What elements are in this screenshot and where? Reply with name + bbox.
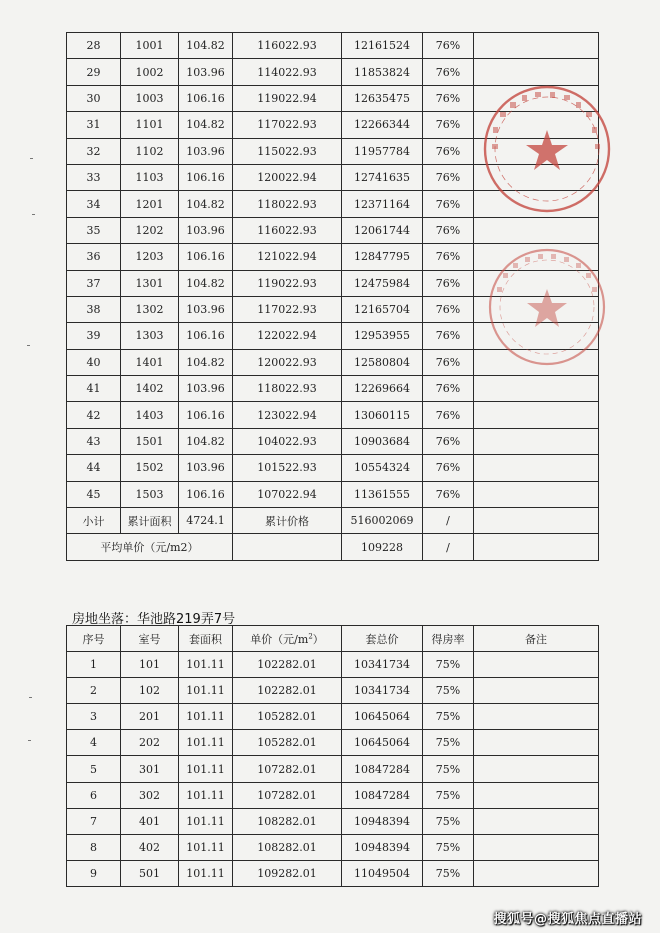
total-price-cell: 10341734 bbox=[342, 678, 423, 704]
total-price-cell: 12165704 bbox=[342, 296, 423, 322]
col-header-unit-price bbox=[233, 626, 342, 652]
area-cell: 101.11 bbox=[179, 834, 233, 860]
total-price-cell: 13060115 bbox=[342, 402, 423, 428]
notes-cell bbox=[474, 428, 599, 454]
unit-price-cell: 119022.94 bbox=[233, 85, 342, 111]
unit-price-cell: 123022.94 bbox=[233, 402, 342, 428]
unit-price-cell: 107282.01 bbox=[233, 782, 342, 808]
area-cell: 106.16 bbox=[179, 85, 233, 111]
room-number-cell: 1402 bbox=[121, 376, 179, 402]
area-cell: 104.82 bbox=[179, 191, 233, 217]
usable-rate-cell: 76% bbox=[423, 138, 474, 164]
area-cell: 106.16 bbox=[179, 244, 233, 270]
usable-rate-cell: 76% bbox=[423, 455, 474, 481]
usable-rate-cell: 75% bbox=[423, 808, 474, 834]
usable-rate-cell: 76% bbox=[423, 323, 474, 349]
total-price-cell: 10948394 bbox=[342, 834, 423, 860]
usable-rate-cell: 76% bbox=[423, 402, 474, 428]
table-row bbox=[67, 834, 599, 860]
row-index-cell: 32 bbox=[67, 138, 121, 164]
total-price-cell: 12161524 bbox=[342, 33, 423, 59]
total-price-cell: 12635475 bbox=[342, 85, 423, 111]
row-index-cell: 33 bbox=[67, 164, 121, 190]
usable-rate-cell: 76% bbox=[423, 164, 474, 190]
usable-rate-cell: 75% bbox=[423, 730, 474, 756]
area-cell: 104.82 bbox=[179, 112, 233, 138]
usable-rate-cell: 76% bbox=[423, 85, 474, 111]
row-index-cell: 6 bbox=[67, 782, 121, 808]
total-price-cell: 12269664 bbox=[342, 376, 423, 402]
subtotal-rate: / bbox=[423, 508, 474, 534]
unit-price-cell: 114022.93 bbox=[233, 59, 342, 85]
unit-price-cell: 120022.94 bbox=[233, 164, 342, 190]
unit-price-cell: 108282.01 bbox=[233, 808, 342, 834]
table-header-row bbox=[67, 626, 599, 652]
unit-price-cell: 107282.01 bbox=[233, 756, 342, 782]
unit-price-cell: 118022.93 bbox=[233, 191, 342, 217]
area-cell: 104.82 bbox=[179, 428, 233, 454]
room-number-cell: 1401 bbox=[121, 349, 179, 375]
total-price-cell: 10554324 bbox=[342, 455, 423, 481]
room-number-cell: 1002 bbox=[121, 59, 179, 85]
area-cell: 106.16 bbox=[179, 402, 233, 428]
scan-speck bbox=[32, 214, 35, 215]
area-cell: 101.11 bbox=[179, 730, 233, 756]
row-index-cell: 39 bbox=[67, 323, 121, 349]
area-total-value: 4724.1 bbox=[179, 508, 233, 534]
row-index-cell: 35 bbox=[67, 217, 121, 243]
usable-rate-cell: 76% bbox=[423, 296, 474, 322]
total-price-cell: 10847284 bbox=[342, 756, 423, 782]
unit-price-cell: 117022.93 bbox=[233, 296, 342, 322]
area-cell: 103.96 bbox=[179, 376, 233, 402]
col-header-rate: 得房率 bbox=[423, 626, 474, 652]
room-number-cell: 1303 bbox=[121, 323, 179, 349]
price-table-lower bbox=[66, 625, 599, 887]
table-row bbox=[67, 808, 599, 834]
usable-rate-cell: 75% bbox=[423, 678, 474, 704]
room-number-cell: 1201 bbox=[121, 191, 179, 217]
room-number-cell: 1101 bbox=[121, 112, 179, 138]
room-number-cell: 501 bbox=[121, 860, 179, 886]
row-index-cell: 31 bbox=[67, 112, 121, 138]
table-row bbox=[67, 782, 599, 808]
area-cell: 103.96 bbox=[179, 455, 233, 481]
row-index-cell: 7 bbox=[67, 808, 121, 834]
room-number-cell: 1202 bbox=[121, 217, 179, 243]
total-price-cell: 10645064 bbox=[342, 704, 423, 730]
room-number-cell: 301 bbox=[121, 756, 179, 782]
row-index-cell: 38 bbox=[67, 296, 121, 322]
usable-rate-cell: 76% bbox=[423, 270, 474, 296]
table-row bbox=[67, 730, 599, 756]
unit-price-close: ） bbox=[312, 632, 324, 646]
total-price-cell: 12580804 bbox=[342, 349, 423, 375]
total-price-cell: 10948394 bbox=[342, 808, 423, 834]
room-number-cell: 1503 bbox=[121, 481, 179, 507]
usable-rate-cell: 76% bbox=[423, 59, 474, 85]
area-cell: 101.11 bbox=[179, 704, 233, 730]
unit-price-cell: 115022.93 bbox=[233, 138, 342, 164]
notes-cell bbox=[474, 730, 599, 756]
notes-cell bbox=[474, 678, 599, 704]
table-row bbox=[67, 455, 599, 481]
average-row bbox=[67, 534, 599, 560]
row-index-cell: 4 bbox=[67, 730, 121, 756]
area-cell: 101.11 bbox=[179, 782, 233, 808]
row-index-cell: 44 bbox=[67, 455, 121, 481]
usable-rate-cell: 75% bbox=[423, 704, 474, 730]
unit-price-cell: 116022.93 bbox=[233, 217, 342, 243]
usable-rate-cell: 75% bbox=[423, 782, 474, 808]
table-row bbox=[67, 860, 599, 886]
area-total-label: 累计面积 bbox=[121, 508, 179, 534]
row-index-cell: 45 bbox=[67, 481, 121, 507]
company-seal-upper bbox=[480, 82, 615, 217]
area-cell: 106.16 bbox=[179, 164, 233, 190]
watermark-text: 搜狐号@搜狐焦点直播站 bbox=[493, 912, 642, 927]
row-index-cell: 37 bbox=[67, 270, 121, 296]
notes-cell bbox=[474, 834, 599, 860]
unit-price-cell: 116022.93 bbox=[233, 33, 342, 59]
average-blank bbox=[233, 534, 342, 560]
total-price-cell: 10341734 bbox=[342, 652, 423, 678]
notes-cell bbox=[474, 402, 599, 428]
notes-cell bbox=[474, 481, 599, 507]
room-number-cell: 102 bbox=[121, 678, 179, 704]
total-price-cell: 12741635 bbox=[342, 164, 423, 190]
usable-rate-cell: 76% bbox=[423, 481, 474, 507]
average-note bbox=[474, 534, 599, 560]
unit-price-sup: 2 bbox=[308, 631, 313, 640]
address-label: 房地坐落： bbox=[72, 612, 138, 627]
unit-price-cell: 107022.94 bbox=[233, 481, 342, 507]
unit-price-cell: 119022.93 bbox=[233, 270, 342, 296]
notes-cell bbox=[474, 33, 599, 59]
notes-cell bbox=[474, 455, 599, 481]
area-cell: 103.96 bbox=[179, 217, 233, 243]
total-price-cell: 12371164 bbox=[342, 191, 423, 217]
total-price-cell: 11957784 bbox=[342, 138, 423, 164]
notes-cell bbox=[474, 652, 599, 678]
unit-price-cell: 118022.93 bbox=[233, 376, 342, 402]
scan-speck bbox=[28, 740, 31, 741]
table-row bbox=[67, 428, 599, 454]
room-number-cell: 1103 bbox=[121, 164, 179, 190]
area-cell: 106.16 bbox=[179, 481, 233, 507]
subtotal-label: 小计 bbox=[67, 508, 121, 534]
price-total-label: 累计价格 bbox=[233, 508, 342, 534]
col-header-total-price: 套总价 bbox=[342, 626, 423, 652]
price-total-value: 516002069 bbox=[342, 508, 423, 534]
unit-price-cell: 108282.01 bbox=[233, 834, 342, 860]
area-cell: 106.16 bbox=[179, 323, 233, 349]
area-cell: 104.82 bbox=[179, 33, 233, 59]
notes-cell bbox=[474, 782, 599, 808]
usable-rate-cell: 76% bbox=[423, 112, 474, 138]
col-header-notes: 备注 bbox=[474, 626, 599, 652]
unit-price-cell: 102282.01 bbox=[233, 652, 342, 678]
area-cell: 101.11 bbox=[179, 756, 233, 782]
total-price-cell: 10645064 bbox=[342, 730, 423, 756]
notes-cell bbox=[474, 704, 599, 730]
row-index-cell: 1 bbox=[67, 652, 121, 678]
address-value: 华池路219弄7号 bbox=[137, 612, 236, 627]
usable-rate-cell: 75% bbox=[423, 834, 474, 860]
unit-price-cell: 117022.93 bbox=[233, 112, 342, 138]
table-row bbox=[67, 481, 599, 507]
unit-price-text: 单价（元/m bbox=[250, 632, 309, 646]
room-number-cell: 1502 bbox=[121, 455, 179, 481]
total-price-cell: 11853824 bbox=[342, 59, 423, 85]
area-cell: 103.96 bbox=[179, 59, 233, 85]
room-number-cell: 1301 bbox=[121, 270, 179, 296]
scan-speck bbox=[30, 158, 33, 159]
scan-speck bbox=[27, 345, 30, 346]
room-number-cell: 101 bbox=[121, 652, 179, 678]
total-price-cell: 10847284 bbox=[342, 782, 423, 808]
notes-cell bbox=[474, 860, 599, 886]
total-price-cell: 12266344 bbox=[342, 112, 423, 138]
notes-cell bbox=[474, 217, 599, 243]
unit-price-cell: 122022.94 bbox=[233, 323, 342, 349]
usable-rate-cell: 75% bbox=[423, 860, 474, 886]
row-index-cell: 9 bbox=[67, 860, 121, 886]
average-rate: / bbox=[423, 534, 474, 560]
room-number-cell: 1501 bbox=[121, 428, 179, 454]
row-index-cell: 28 bbox=[67, 33, 121, 59]
usable-rate-cell: 76% bbox=[423, 376, 474, 402]
notes-cell bbox=[474, 808, 599, 834]
unit-price-cell: 109282.01 bbox=[233, 860, 342, 886]
area-cell: 103.96 bbox=[179, 138, 233, 164]
unit-price-cell: 102282.01 bbox=[233, 678, 342, 704]
usable-rate-cell: 75% bbox=[423, 652, 474, 678]
unit-price-cell: 120022.93 bbox=[233, 349, 342, 375]
row-index-cell: 5 bbox=[67, 756, 121, 782]
table-row bbox=[67, 217, 599, 243]
row-index-cell: 30 bbox=[67, 85, 121, 111]
total-price-cell: 10903684 bbox=[342, 428, 423, 454]
average-label: 平均单价（元/m2） bbox=[67, 534, 233, 560]
area-cell: 101.11 bbox=[179, 860, 233, 886]
unit-price-cell: 105282.01 bbox=[233, 730, 342, 756]
area-cell: 101.11 bbox=[179, 652, 233, 678]
usable-rate-cell: 76% bbox=[423, 33, 474, 59]
table-row bbox=[67, 376, 599, 402]
usable-rate-cell: 76% bbox=[423, 217, 474, 243]
total-price-cell: 12847795 bbox=[342, 244, 423, 270]
col-header-index: 序号 bbox=[67, 626, 121, 652]
area-cell: 104.82 bbox=[179, 270, 233, 296]
subtotal-note bbox=[474, 508, 599, 534]
room-number-cell: 202 bbox=[121, 730, 179, 756]
usable-rate-cell: 76% bbox=[423, 428, 474, 454]
average-value: 109228 bbox=[342, 534, 423, 560]
table-row bbox=[67, 704, 599, 730]
usable-rate-cell: 75% bbox=[423, 756, 474, 782]
table-row bbox=[67, 652, 599, 678]
row-index-cell: 40 bbox=[67, 349, 121, 375]
room-number-cell: 201 bbox=[121, 704, 179, 730]
unit-price-cell: 104022.93 bbox=[233, 428, 342, 454]
row-index-cell: 43 bbox=[67, 428, 121, 454]
col-header-room: 室号 bbox=[121, 626, 179, 652]
notes-cell bbox=[474, 756, 599, 782]
table-row bbox=[67, 33, 599, 59]
notes-cell bbox=[474, 376, 599, 402]
row-index-cell: 2 bbox=[67, 678, 121, 704]
total-price-cell: 12953955 bbox=[342, 323, 423, 349]
table-row bbox=[67, 756, 599, 782]
usable-rate-cell: 76% bbox=[423, 244, 474, 270]
row-index-cell: 42 bbox=[67, 402, 121, 428]
row-index-cell: 29 bbox=[67, 59, 121, 85]
row-index-cell: 3 bbox=[67, 704, 121, 730]
unit-price-cell: 101522.93 bbox=[233, 455, 342, 481]
total-price-cell: 11361555 bbox=[342, 481, 423, 507]
room-number-cell: 1203 bbox=[121, 244, 179, 270]
unit-price-cell: 121022.94 bbox=[233, 244, 342, 270]
room-number-cell: 1102 bbox=[121, 138, 179, 164]
row-index-cell: 41 bbox=[67, 376, 121, 402]
room-number-cell: 302 bbox=[121, 782, 179, 808]
subtotal-row bbox=[67, 508, 599, 534]
room-number-cell: 1001 bbox=[121, 33, 179, 59]
table-row bbox=[67, 402, 599, 428]
unit-price-cell: 105282.01 bbox=[233, 704, 342, 730]
total-price-cell: 12475984 bbox=[342, 270, 423, 296]
row-index-cell: 8 bbox=[67, 834, 121, 860]
table-row bbox=[67, 678, 599, 704]
usable-rate-cell: 76% bbox=[423, 191, 474, 217]
room-number-cell: 402 bbox=[121, 834, 179, 860]
total-price-cell: 12061744 bbox=[342, 217, 423, 243]
scan-speck bbox=[29, 697, 32, 698]
room-number-cell: 1302 bbox=[121, 296, 179, 322]
area-cell: 104.82 bbox=[179, 349, 233, 375]
total-price-cell: 11049504 bbox=[342, 860, 423, 886]
room-number-cell: 401 bbox=[121, 808, 179, 834]
area-cell: 101.11 bbox=[179, 808, 233, 834]
room-number-cell: 1403 bbox=[121, 402, 179, 428]
col-header-area: 套面积 bbox=[179, 626, 233, 652]
area-cell: 103.96 bbox=[179, 296, 233, 322]
company-seal-lower bbox=[485, 245, 610, 370]
row-index-cell: 36 bbox=[67, 244, 121, 270]
area-cell: 101.11 bbox=[179, 678, 233, 704]
row-index-cell: 34 bbox=[67, 191, 121, 217]
usable-rate-cell: 76% bbox=[423, 349, 474, 375]
room-number-cell: 1003 bbox=[121, 85, 179, 111]
